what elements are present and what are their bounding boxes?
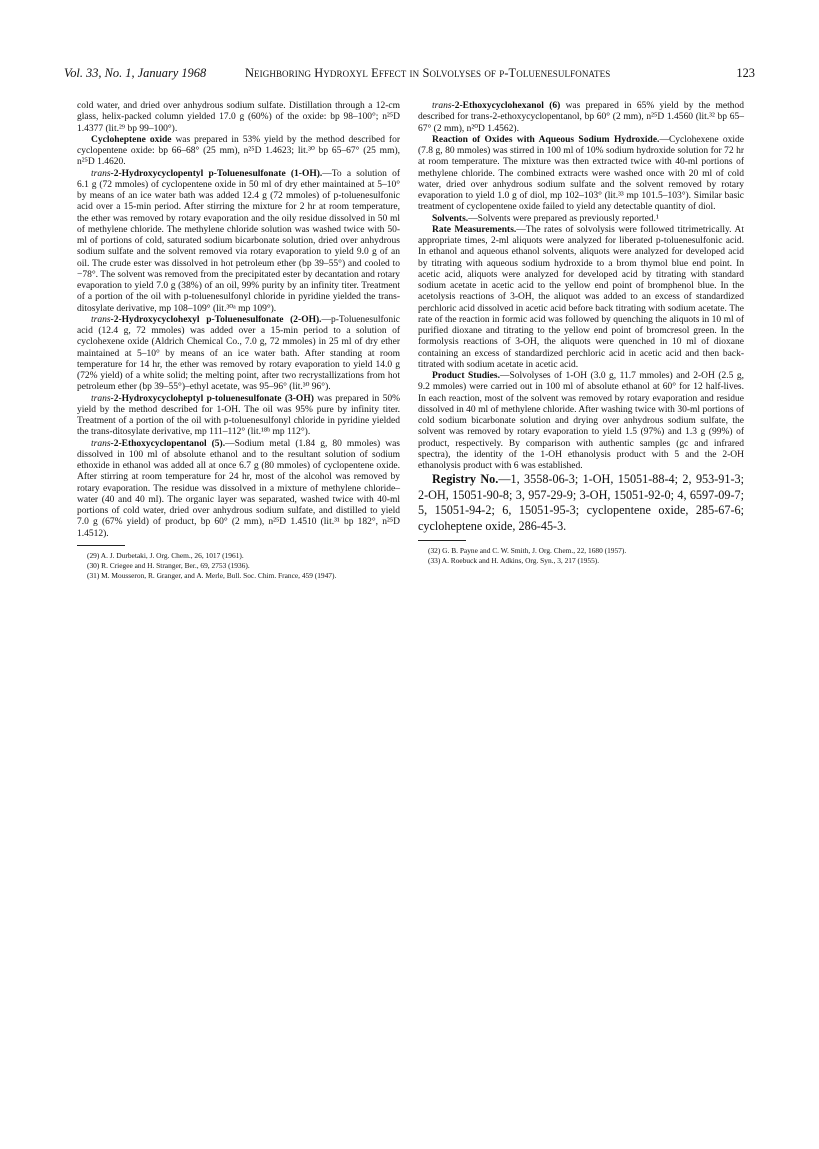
registry-numbers xyxy=(418,472,744,534)
paragraph-body: —Solvents were prepared as previously reported.¹ xyxy=(468,213,659,224)
paragraph-body: —Solvolyses of 1-OH (3.0 g, 11.7 mmoles) and 2-OH (2.5 g, 9.2 mmoles) were carried out in 100 ml of absolute ethanol at 60° for 12 half-lives. In each reaction, most of the solvent was removed by rotary evaporation and residue dissolved in 40 ml of methylene chloride. After washing twice with 30-ml portions of cold sodium bicarbonate solution and drying over anhydrous sodium sulfate, the solvent was removed by rotary evaporation to yield 1.5 (97%) and 1.3 g (99%) of product, respectively. By comparison with authentic samples (gc and infrared spectra), the identity of the 1-OH ethanolysis product with 5 and the 2-OH ethanolysis product with 6 was established. xyxy=(418,371,744,471)
footnotes xyxy=(418,546,744,566)
paragraph xyxy=(77,394,400,439)
paragraph-body: —The rates of solvolysis were followed titrimetrically. At appropriate times, 2-ml aliquots were analyzed for liberated p-toluenesulfonic acid. In ethanol and aqueous ethanol solvents, aliquots were analyzed for developed acid by titrating with aqueous sodium hydroxide to a brom thymol blue end point. In acetic acid, aliquots were analyzed for developed acid by titrating with standard sodium acetate in acetic acid to the yellow end point of bromphenol blue. In the acetolysis reactions of 3-OH, the aliquot was added to an excess of standardized perchloric acid dissolved in acetic acid before back titrating with sodium acetate. The rate of the reaction in formic acid was followed by quenching the aliquots in 10 ml of purified dioxane and titrating to the yellow end point of bromcresol green. In the formolysis reactions of 3-OH, the aliquots were quenched in 10 ml of dioxane containing an excess of standardized perchloric acid in acetic acid and then back-titrated with sodium acetate in acetic acid. xyxy=(418,224,744,370)
footnote: (31) M. Mousseron, R. Granger, and A. Merle, Bull. Soc. Chim. France, 459 (1947). xyxy=(87,570,337,580)
page-number: 123 xyxy=(736,66,755,80)
paragraph-body: was prepared in 50% yield by the method described for 1-OH. The oil was 95% pure by infinity titer. Treatment of a portion of the oil with p-toluenesulfonyl chloride in pyridine yielded the trans-ditosylate derivative, mp 111–112° (lit.¹⁸ᵇ mp 112°). xyxy=(77,393,400,438)
section-heading: -2-Ethoxycyclohexanol (6) xyxy=(451,101,561,111)
paragraph xyxy=(418,225,744,371)
heading-prefix: trans xyxy=(91,393,111,404)
footnote: (30) R. Criegee and H. Stranger, Ber., 69, 2753 (1936). xyxy=(87,560,250,570)
registry-heading: Registry No. xyxy=(432,472,499,487)
heading-prefix: trans xyxy=(432,101,452,111)
section-heading: -2-Ethoxycyclopentanol (5). xyxy=(110,438,226,449)
paragraph xyxy=(77,315,400,394)
paragraph xyxy=(418,214,744,225)
footnote: (32) G. B. Payne and C. W. Smith, J. Org. Chem., 22, 1680 (1957). xyxy=(428,545,627,555)
running-header xyxy=(64,66,755,86)
section-heading: Product Studies. xyxy=(432,371,500,381)
section-heading: Reaction of Oxides with Aqueous Sodium Hydroxide. xyxy=(432,134,660,145)
paragraph xyxy=(77,135,400,169)
footnotes xyxy=(77,551,400,581)
paragraph-body: was prepared in 53% yield by the method described for cyclopentene oxide: bp 66–68° (25 mm), n²⁵D 1.4623; lit.³⁰ bp 65–67° (25 mm), n²⁵D 1.4620. xyxy=(77,134,400,168)
heading-prefix: trans xyxy=(91,314,111,325)
paragraph-body: was prepared in 65% yield by the method described for trans-2-ethoxycyclopentanol, bp 60° (2 mm), n²⁵D 1.4560 (lit.³² bp 65–67° (2 mm), n²⁰D 1.4562). xyxy=(418,101,745,134)
paragraph: cold water, and dried over anhydrous sodium sulfate. Distillation through a 12-cm glass, helix-packed column yielded 17.0 g (60%) of the oxide: bp 98–100°; n²⁵D 1.4377 (lit.²⁹ bp 99–100°). xyxy=(77,101,400,134)
section-heading: -2-Hydroxycyclopentyl p-Toluenesulfonate (1-OH). xyxy=(110,168,323,179)
section-heading: Rate Measurements. xyxy=(432,224,517,235)
footnote: (33) A. Roebuck and H. Adkins, Org. Syn., 3, 217 (1955). xyxy=(428,555,600,565)
section-heading: -2-Hydroxycycloheptyl p-toluenesulfonate (3-OH) xyxy=(110,393,314,404)
running-title: Neighboring Hydroxyl Effect in Solvolyses of p-Toluenesulfonates xyxy=(245,66,611,80)
paragraph xyxy=(418,101,744,135)
paragraph-body: —To a solution of 6.1 g (72 mmoles) of cyclopentene oxide in 50 ml of dry ether maintained at 5–10° by means of an ice water bath was added 12.4 g (72 mmoles) of p-toluenesulfonic acid over a 15-min period. After stirring the mixture for 2 hr at room temperature, the ether was removed by rotary evaporation and the oily residue dissolved in 50 ml of methylene chloride. The methylene chloride solution was washed twice with 50-ml of portions of cold, saturated sodium bicarbonate solution, dried over anhydrous sodium sulfate and the solvent removed via rotary evaporation to yield 9.0 g of an oil. The crude ester was dissolved in hot petroleum ether (bp 39–55°) and cooled to −78°. The solvent was removed from the precipitated ester by decantation and rotary evaporation to yield 7.0 g (38%) of an oil, 99% purity by an infinity titer. Treatment of a portion of the oil with p-toluenesulfonyl chloride in pyridine yielded the trans-ditosylate derivative, mp 108–109° (lit.³⁰ᵃ mp 109°). xyxy=(77,168,400,314)
left-column xyxy=(77,101,400,581)
paragraph xyxy=(418,371,744,472)
paragraph xyxy=(418,135,744,214)
registry-body: —1, 3558-06-3; 1-OH, 15051-88-4; 2, 953-91-3; 2-OH, 15051-90-8; 3, 957-29-9; 3-OH, 15051-92-0; 4, 6597-09-7; 5, 15051-94-2; 6, 15051-95-3; cyclopentene oxide, 285-67-6; cycloheptene oxide, 286-45-3. xyxy=(418,472,745,534)
journal-volume: Vol. 33, No. 1, January 1968 xyxy=(64,66,207,80)
paragraph-body: —Cyclohexene oxide (7.8 g, 80 mmoles) was stirred in 100 ml of 10% sodium hydroxide solution for 72 hr at room temperature. The mixture was then extracted twice with 40-ml portions of methylene chloride. The combined extracts were washed once with 20 ml of cold water, dried over anhydrous sodium sulfate and the solvent removed by rotary evaporation to yield 1.0 g of diol, mp 102–103° (lit.³³ mp 101.5–103°). Similar basic treatment of cyclopentene oxide failed to yield any detectable quantity of diol. xyxy=(418,134,745,213)
section-heading: Cycloheptene oxide xyxy=(91,134,172,145)
heading-prefix: trans xyxy=(91,438,111,449)
footnote-divider xyxy=(77,545,125,546)
heading-prefix: trans xyxy=(91,168,111,179)
paragraph-body: —Sodium metal (1.84 g, 80 mmoles) was dissolved in 100 ml of absolute ethanol and to the resultant solution of sodium ethoxide in ethanol was added all at once 6.7 g (80 mmoles) of cyclopentene oxide. After stirring at room temperature for 24 hr, most of the alcohol was removed by rotary evaporation. The residue was dissolved in a mixture of methylene chloride–water (40 and 40 ml). The organic layer was separated, washed twice with 40-ml portions of cold water, dried over anhydrous sodium sulfate, and distilled to yield 7.0 g (67% yield) of product, bp 60° (2 mm), n²⁵D 1.4510 (lit.³¹ bp 182°, n²⁵D 1.4512). xyxy=(77,438,400,539)
section-heading: Solvents. xyxy=(432,213,469,224)
paragraph xyxy=(77,169,400,315)
section-heading: -2-Hydroxycyclohexyl p-Toluenesulfonate (2-OH). xyxy=(110,314,322,325)
paragraph xyxy=(77,439,400,540)
paragraph-body: —p-Toluenesulfonic acid (12.4 g, 72 mmoles) was added over a 15-min period to a solution of cyclohexene oxide (Aldrich Chemical Co., 7.0 g, 72 mmoles) in 25 ml of dry ether maintained at 5–10° by means of an ice water bath. After standing at room temperature for 14 hr, the ether was removed by rotary evaporation to yield 14.0 g (72% yield) of a white solid; the melting point, after two recrystallizations from hot petroleum ether (bp 39–55°)–ethyl acetate, was 95–96° (lit.³⁰ 96°). xyxy=(77,314,400,393)
footnote-divider xyxy=(418,540,466,541)
footnote: (29) A. J. Durbetaki, J. Org. Chem., 26, 1017 (1961). xyxy=(87,550,244,560)
right-column xyxy=(418,101,744,566)
